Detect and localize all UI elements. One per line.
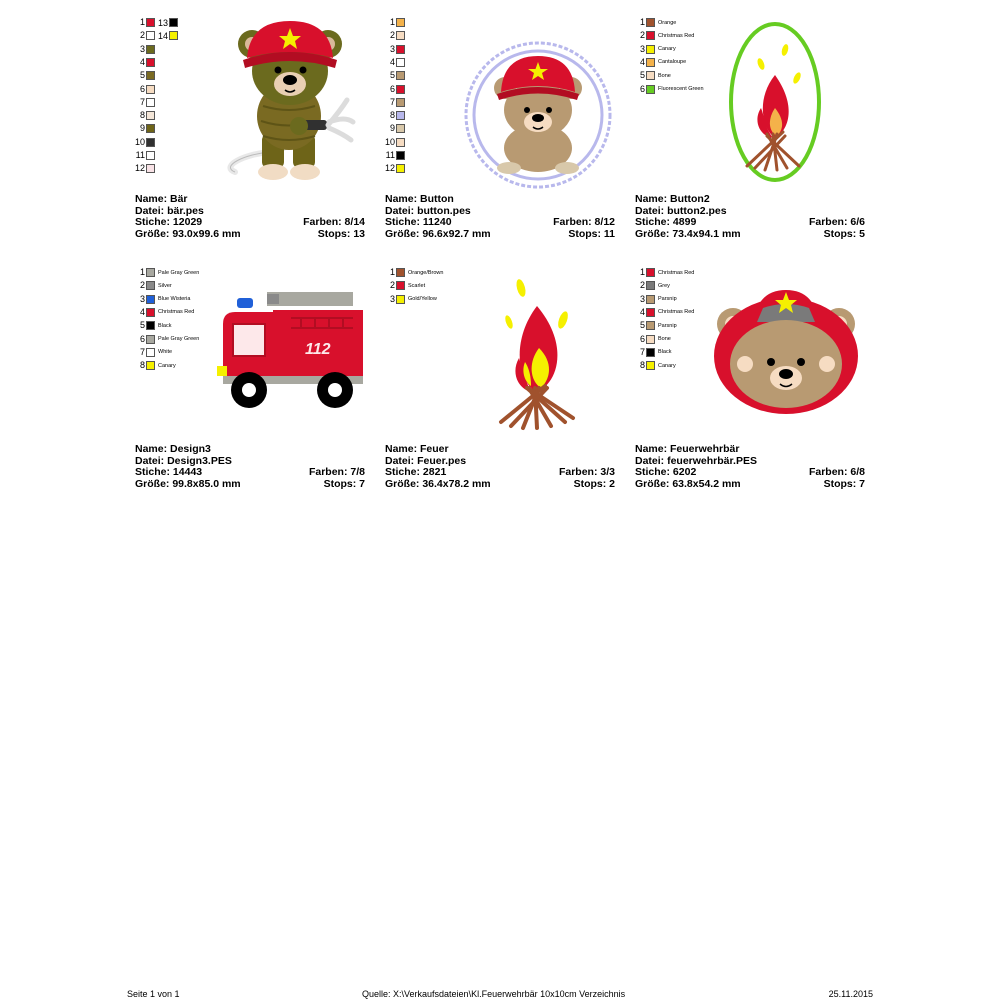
palette-index: 3 bbox=[139, 43, 145, 54]
palette-row bbox=[385, 293, 437, 306]
color-swatch bbox=[146, 98, 155, 107]
palette-row bbox=[135, 266, 199, 279]
design-colors: Farben: 7/8 bbox=[308, 466, 365, 478]
color-swatch bbox=[146, 361, 155, 370]
color-swatch bbox=[396, 151, 405, 160]
palette-index: 5 bbox=[639, 320, 645, 331]
palette-index: 4 bbox=[389, 56, 395, 67]
footer-page-number: Seite 1 von 1 bbox=[127, 989, 180, 999]
color-swatch bbox=[396, 281, 405, 290]
color-swatch bbox=[146, 85, 155, 94]
design-file: Datei: Design3.PES bbox=[135, 454, 232, 467]
palette-row bbox=[385, 96, 405, 109]
palette-row bbox=[135, 109, 155, 122]
palette-row bbox=[135, 96, 155, 109]
truck-number: 112 bbox=[305, 341, 331, 358]
palette-index: 3 bbox=[139, 293, 145, 304]
color-swatch bbox=[146, 335, 155, 344]
palette-row bbox=[135, 359, 176, 372]
footer-source-path: Quelle: X:\Verkaufsdateien\Kl.Feuerwehrbär 10x10cm Verzeichnis bbox=[362, 989, 626, 999]
palette-index: 7 bbox=[139, 96, 145, 107]
palette-row bbox=[385, 83, 405, 96]
design-stops: Stops: 7 bbox=[323, 477, 365, 490]
palette-index: 9 bbox=[139, 123, 145, 134]
color-swatch bbox=[169, 18, 178, 27]
palette-index: 5 bbox=[139, 70, 145, 81]
design-size: Größe: 99.8x85.0 mm bbox=[135, 477, 241, 490]
design-info bbox=[635, 194, 865, 240]
thread-color-name: Scarlet bbox=[408, 282, 426, 289]
palette-row bbox=[385, 56, 405, 69]
thread-color-name: Bone bbox=[658, 72, 671, 79]
design-stitches: Stiche: 4899 bbox=[635, 216, 697, 228]
palette-index: 1 bbox=[139, 267, 145, 277]
color-swatch bbox=[646, 295, 655, 304]
color-swatch bbox=[146, 138, 155, 147]
palette-index: 7 bbox=[389, 96, 395, 107]
palette-row bbox=[385, 109, 405, 122]
palette-row bbox=[135, 162, 155, 175]
palette-index: 8 bbox=[389, 110, 395, 121]
palette-index: 7 bbox=[639, 346, 645, 357]
color-swatch bbox=[396, 18, 405, 27]
palette-row bbox=[385, 122, 405, 135]
palette-row bbox=[635, 279, 670, 292]
color-swatch bbox=[646, 348, 655, 357]
palette-index: 6 bbox=[139, 83, 145, 94]
palette-index: 3 bbox=[389, 293, 395, 304]
palette-index: 2 bbox=[639, 30, 645, 41]
design-size: Größe: 36.4x78.2 mm bbox=[385, 477, 491, 490]
color-swatch bbox=[646, 58, 655, 67]
thread-color-name: Christmas Red bbox=[158, 309, 195, 316]
firefighter-bear-with-hose-icon bbox=[215, 16, 365, 186]
thread-color-name: Parsnip bbox=[658, 296, 677, 303]
thread-color-name: Canary bbox=[658, 362, 676, 369]
thread-color-name: White bbox=[158, 349, 173, 356]
palette-row bbox=[385, 43, 405, 56]
palette-row bbox=[135, 306, 194, 319]
palette-index: 6 bbox=[139, 333, 145, 344]
color-swatch bbox=[646, 45, 655, 54]
color-swatch bbox=[646, 281, 655, 290]
palette-index: 6 bbox=[639, 333, 645, 344]
palette-row bbox=[135, 83, 155, 96]
palette-row bbox=[135, 16, 178, 29]
palette-row bbox=[635, 306, 694, 319]
palette-row bbox=[635, 266, 694, 279]
thread-color-name: Christmas Red bbox=[658, 32, 695, 39]
palette-index: 8 bbox=[639, 360, 645, 371]
palette-index: 5 bbox=[639, 70, 645, 81]
palette-index: 3 bbox=[639, 43, 645, 54]
thread-color-name: Cantaloupe bbox=[658, 59, 687, 66]
color-swatch bbox=[396, 31, 405, 40]
palette-index: 4 bbox=[139, 306, 145, 317]
thread-color-name: Gold/Yellow bbox=[408, 296, 437, 303]
palette-index: 1 bbox=[139, 17, 145, 27]
palette-index: 14 bbox=[158, 30, 169, 41]
color-swatch bbox=[146, 308, 155, 317]
fire-truck-icon bbox=[215, 284, 365, 416]
color-swatch bbox=[646, 71, 655, 80]
palette-index: 4 bbox=[139, 56, 145, 67]
firefighter-bear-button-icon bbox=[463, 40, 613, 190]
design-info bbox=[385, 194, 615, 240]
palette-row bbox=[635, 56, 686, 69]
design-stops: Stops: 2 bbox=[573, 477, 615, 490]
thread-color-name: Canary bbox=[158, 362, 176, 369]
thread-color-name: Pale Gray Green bbox=[158, 336, 200, 342]
palette-index: 1 bbox=[639, 17, 645, 27]
palette-row bbox=[385, 279, 425, 292]
palette-row bbox=[635, 319, 677, 332]
color-swatch bbox=[146, 58, 155, 67]
color-swatch bbox=[146, 348, 155, 357]
design-name: Name: Bär bbox=[135, 193, 188, 205]
color-swatch bbox=[146, 295, 155, 304]
palette-row bbox=[135, 346, 172, 359]
color-swatch bbox=[646, 335, 655, 344]
color-swatch bbox=[146, 71, 155, 80]
design-stops: Stops: 7 bbox=[823, 477, 865, 490]
design-size: Größe: 73.4x94.1 mm bbox=[635, 227, 741, 240]
thread-color-name: Parsnip bbox=[658, 322, 677, 329]
design-size: Größe: 96.6x92.7 mm bbox=[385, 227, 491, 240]
palette-index: 13 bbox=[158, 17, 169, 28]
palette-row bbox=[135, 136, 155, 149]
design-info bbox=[135, 444, 365, 490]
palette-index: 8 bbox=[139, 360, 145, 371]
palette-row bbox=[635, 333, 671, 346]
palette-row bbox=[635, 69, 671, 82]
palette-index: 4 bbox=[639, 56, 645, 67]
design-card bbox=[135, 16, 365, 241]
thread-color-name: Christmas Red bbox=[658, 309, 695, 316]
color-swatch bbox=[646, 31, 655, 40]
palette-row bbox=[635, 83, 704, 96]
design-file: Datei: button2.pes bbox=[635, 204, 727, 217]
palette-row bbox=[635, 29, 694, 42]
design-stitches: Stiche: 14443 bbox=[135, 466, 203, 478]
color-swatch bbox=[646, 85, 655, 94]
color-swatch bbox=[146, 268, 155, 277]
palette-row bbox=[385, 162, 405, 175]
design-file: Datei: feuerwehrbär.PES bbox=[635, 454, 757, 467]
palette-index: 2 bbox=[389, 280, 395, 291]
color-swatch bbox=[396, 45, 405, 54]
palette-row bbox=[635, 293, 677, 306]
design-colors: Farben: 6/8 bbox=[808, 466, 865, 478]
thread-color-name: Blue Wisteria bbox=[158, 296, 191, 303]
color-swatch bbox=[146, 45, 155, 54]
palette-row bbox=[635, 16, 676, 29]
color-swatch bbox=[396, 111, 405, 120]
palette-row bbox=[135, 43, 155, 56]
palette-index: 1 bbox=[639, 267, 645, 277]
design-file: Datei: bär.pes bbox=[135, 204, 204, 217]
design-colors: Farben: 8/14 bbox=[303, 216, 365, 228]
color-swatch bbox=[396, 295, 405, 304]
palette-index: 6 bbox=[639, 83, 645, 94]
design-info bbox=[635, 444, 865, 490]
design-name: Name: Design3 bbox=[135, 443, 211, 455]
palette-index: 9 bbox=[389, 123, 395, 134]
palette-index: 6 bbox=[389, 83, 395, 94]
color-swatch bbox=[146, 124, 155, 133]
palette-row bbox=[135, 279, 172, 292]
design-name: Name: Feuerwehrbär bbox=[635, 443, 740, 455]
palette-row bbox=[135, 122, 155, 135]
firefighter-bear-head-icon bbox=[711, 286, 861, 416]
thread-color-name: Pale Gray Green bbox=[158, 269, 200, 276]
palette-index: 11 bbox=[135, 150, 145, 160]
thread-color-name: Bone bbox=[658, 336, 671, 342]
color-swatch bbox=[146, 164, 155, 173]
thread-color-name: Orange/Brown bbox=[408, 269, 444, 276]
color-swatch bbox=[646, 321, 655, 330]
thread-color-name: Canary bbox=[658, 46, 676, 53]
thread-color-name: Grey bbox=[658, 282, 670, 289]
palette-row bbox=[135, 319, 171, 332]
color-swatch bbox=[146, 281, 155, 290]
color-swatch bbox=[396, 85, 405, 94]
design-name: Name: Feuer bbox=[385, 443, 449, 455]
design-stops: Stops: 5 bbox=[823, 227, 865, 240]
thread-color-name: Fluorescent Green bbox=[658, 86, 704, 92]
palette-index: 7 bbox=[139, 346, 145, 357]
thread-color-name: Silver bbox=[158, 282, 172, 289]
design-stitches: Stiche: 11240 bbox=[385, 216, 452, 228]
color-swatch bbox=[146, 31, 155, 40]
design-stops: Stops: 13 bbox=[317, 227, 365, 240]
color-swatch bbox=[396, 71, 405, 80]
color-swatch bbox=[146, 111, 155, 120]
color-swatch bbox=[646, 308, 655, 317]
design-info bbox=[385, 444, 615, 490]
palette-index: 2 bbox=[389, 30, 395, 41]
palette-index: 11 bbox=[385, 150, 395, 160]
design-info bbox=[135, 194, 365, 240]
design-colors: Farben: 8/12 bbox=[553, 216, 615, 228]
palette-index: 5 bbox=[389, 70, 395, 81]
palette-index: 2 bbox=[139, 280, 145, 291]
color-swatch bbox=[646, 361, 655, 370]
color-swatch bbox=[146, 18, 155, 27]
palette-index: 3 bbox=[639, 293, 645, 304]
color-swatch bbox=[169, 31, 178, 40]
design-stitches: Stiche: 12029 bbox=[135, 216, 203, 228]
palette-index: 2 bbox=[139, 30, 145, 41]
design-name: Name: Button bbox=[385, 193, 454, 205]
design-stitches: Stiche: 6202 bbox=[635, 466, 697, 478]
design-file: Datei: button.pes bbox=[385, 204, 471, 217]
design-card bbox=[385, 16, 615, 241]
palette-row bbox=[635, 359, 676, 372]
palette-row bbox=[135, 69, 155, 82]
palette-row bbox=[385, 16, 405, 29]
color-swatch bbox=[396, 138, 405, 147]
palette-row bbox=[635, 346, 671, 359]
color-swatch bbox=[146, 321, 155, 330]
palette-row bbox=[135, 149, 155, 162]
color-swatch bbox=[396, 164, 405, 173]
design-size: Größe: 93.0x99.6 mm bbox=[135, 227, 241, 240]
palette-row bbox=[135, 293, 190, 306]
design-card bbox=[135, 266, 365, 491]
design-size: Größe: 63.8x54.2 mm bbox=[635, 477, 741, 490]
color-swatch bbox=[396, 58, 405, 67]
thread-color-name: Black bbox=[658, 349, 672, 356]
design-card bbox=[635, 16, 865, 241]
palette-row bbox=[385, 136, 405, 149]
footer-date: 25.11.2015 bbox=[828, 989, 873, 999]
color-swatch bbox=[646, 268, 655, 277]
color-swatch bbox=[646, 18, 655, 27]
palette-index: 10 bbox=[135, 136, 146, 147]
palette-row bbox=[135, 56, 155, 69]
campfire-oval-badge-icon bbox=[725, 20, 825, 185]
design-colors: Farben: 6/6 bbox=[808, 216, 865, 228]
thread-color-name: Christmas Red bbox=[658, 269, 695, 276]
palette-index: 2 bbox=[639, 280, 645, 291]
color-swatch bbox=[146, 151, 155, 160]
palette-index: 3 bbox=[389, 43, 395, 54]
palette-index: 10 bbox=[385, 136, 396, 147]
design-colors: Farben: 3/3 bbox=[558, 466, 615, 478]
palette-row bbox=[135, 29, 178, 42]
thread-color-name: Orange bbox=[658, 19, 677, 26]
palette-row bbox=[385, 69, 405, 82]
color-swatch bbox=[396, 124, 405, 133]
palette-index: 5 bbox=[139, 320, 145, 331]
design-stitches: Stiche: 2821 bbox=[385, 466, 447, 478]
palette-index: 1 bbox=[389, 17, 395, 27]
thread-color-name: Black bbox=[158, 322, 172, 329]
palette-index: 12 bbox=[135, 163, 146, 174]
design-card bbox=[385, 266, 615, 491]
palette-row bbox=[385, 149, 405, 162]
palette-row bbox=[385, 29, 405, 42]
design-stops: Stops: 11 bbox=[568, 227, 615, 240]
design-card bbox=[635, 266, 865, 491]
palette-row bbox=[385, 266, 443, 279]
palette-row bbox=[135, 333, 199, 346]
color-swatch bbox=[396, 98, 405, 107]
palette-row bbox=[635, 43, 676, 56]
palette-index: 1 bbox=[389, 267, 395, 277]
campfire-icon bbox=[497, 270, 577, 432]
color-swatch bbox=[396, 268, 405, 277]
design-file: Datei: Feuer.pes bbox=[385, 454, 467, 467]
palette-index: 12 bbox=[385, 163, 396, 174]
design-name: Name: Button2 bbox=[635, 193, 710, 205]
palette-index: 4 bbox=[639, 306, 645, 317]
palette-index: 8 bbox=[139, 110, 145, 121]
